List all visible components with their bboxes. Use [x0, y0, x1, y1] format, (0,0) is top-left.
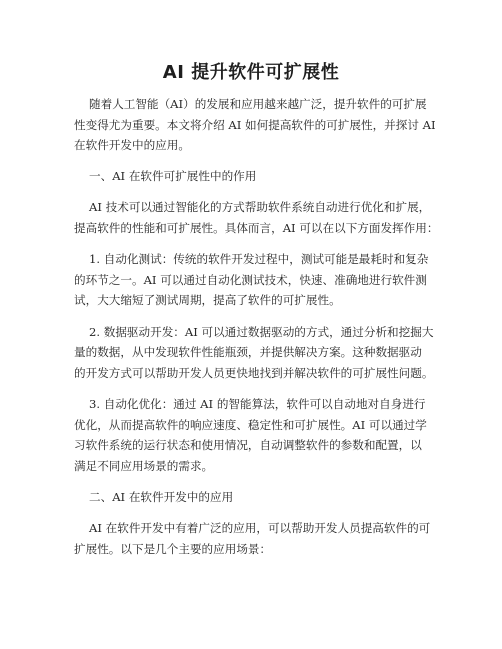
section-heading: 一、AI 在软件可扩展性中的作用	[89, 169, 257, 183]
paragraph-line: AI 在软件开发中有着广泛的应用，可以帮助开发人员提高软件的可	[89, 521, 431, 535]
paragraph-line: 在软件开发中的应用。	[74, 138, 190, 152]
list-item-line: 2. 数据驱动开发：AI 可以通过数据驱动的方式，通过分析和挖掘大	[89, 325, 434, 339]
list-item-line: 试，大大缩短了测试周期，提高了软件的可扩展性。	[74, 293, 341, 307]
list-item-line: 满足不同应用场景的需求。	[74, 459, 214, 473]
paragraph-line: 性变得尤为重要。本文将介绍 AI 如何提高软件的可扩展性，并探讨 AI	[74, 118, 436, 132]
list-item-line: 1. 自动化测试：传统的软件开发过程中，测试可能是最耗时和复杂	[89, 252, 429, 266]
list-item-line: 3. 自动化优化：通过 AI 的智能算法，软件可以自动地对自身进行	[89, 397, 426, 411]
list-item-line: 量的数据，从中发现软件性能瓶颈，并提供解决方案。这种数据驱动	[74, 345, 422, 359]
list-item-line: 的开发方式可以帮助开发人员更快地找到并解决软件的可扩展性问题。	[74, 366, 434, 380]
paragraph-line: 随着人工智能（AI）的发展和应用越来越广泛，提升软件的可扩展	[89, 97, 427, 111]
document-title: AI 提升软件可扩展性	[162, 62, 340, 83]
paragraph-line: AI 技术可以通过智能化的方式帮助软件系统自动进行优化和扩展，	[89, 200, 431, 214]
list-item-line: 习软件系统的运行状态和使用情况，自动调整软件的参数和配置，以	[74, 438, 422, 452]
list-item-line: 优化，从而提高软件的响应速度、稳定性和可扩展性。AI 可以通过学	[74, 418, 427, 432]
paragraph-line: 提高软件的性能和可扩展性。具体而言，AI 可以在以下方面发挥作用：	[74, 221, 439, 235]
list-item-line: 的环节之一。AI 可以通过自动化测试技术，快速、准确地进行软件测	[74, 273, 427, 287]
section-heading: 二、AI 在软件开发中的应用	[89, 490, 234, 504]
paragraph-line: 扩展性。以下是几个主要的应用场景：	[74, 542, 272, 556]
